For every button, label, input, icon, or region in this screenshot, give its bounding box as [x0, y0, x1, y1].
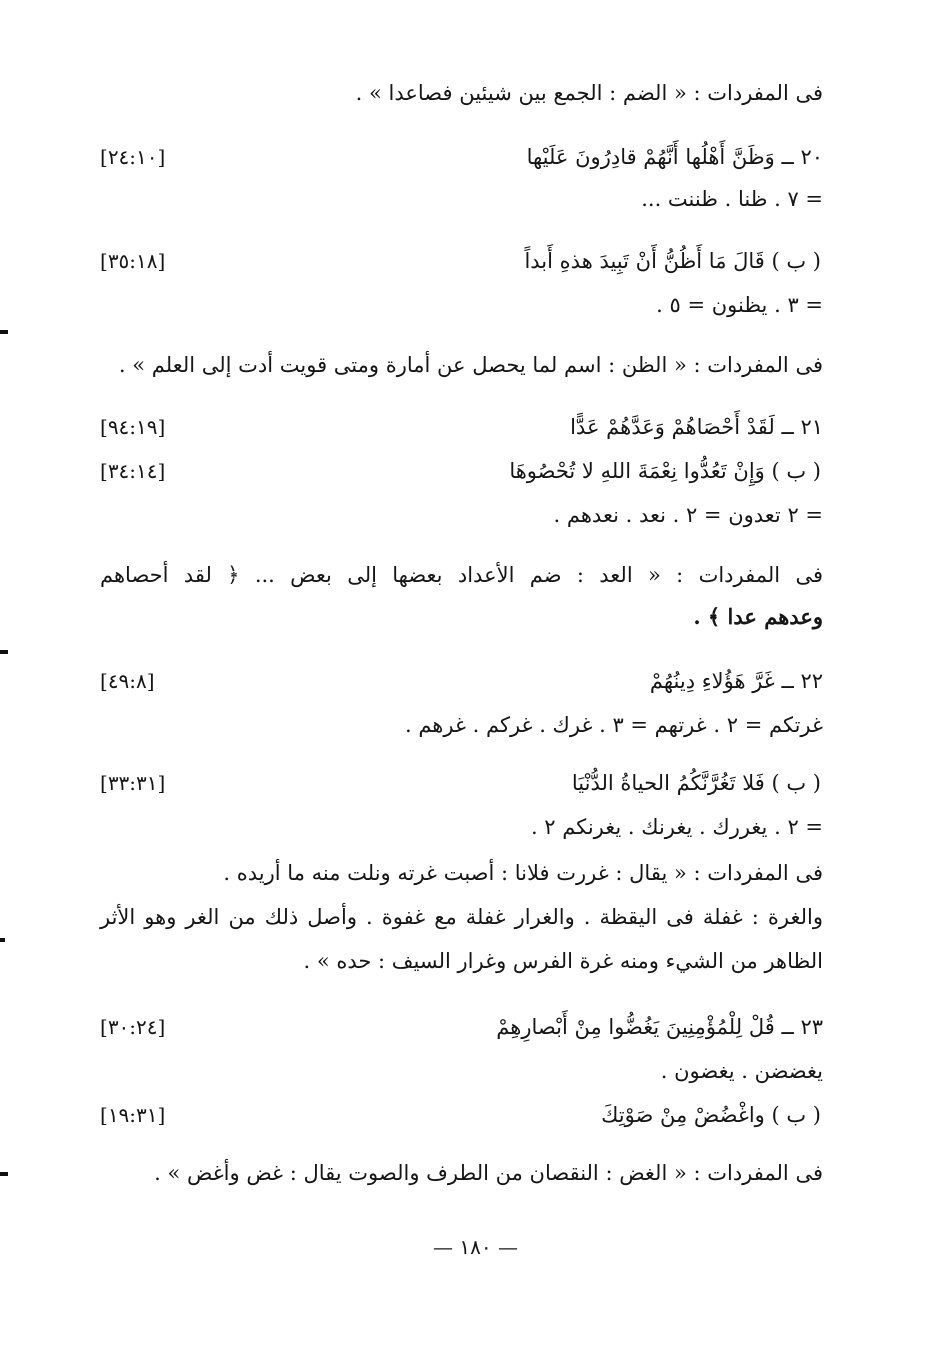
entry-20-occurrences: = ٧ . ظنا . ظننت ... [641, 187, 823, 211]
mufradat-zann-note: فى المفردات : « الظن : اسم لما يحصل عن أمارة ومتى قويت أدت إلى العلم » . [118, 353, 823, 377]
scan-edge-mark [0, 938, 5, 942]
entry-20-b-verse: ( ب ) قَالَ مَا أَظُنُّ أَنْ تَبِيدَ هذهِ أَبداً [524, 249, 821, 273]
entry-20-b-occurrences: = ٣ . يظنون = ٥ . [656, 293, 823, 317]
scan-edge-mark [0, 650, 8, 654]
scan-edge-mark [0, 1172, 8, 1176]
entry-23-b-verse: ( ب ) واغْضُضْ مِنْ صَوْتِكَ [601, 1103, 821, 1127]
mufradat-add-note-line-2: وعدهم عدا ﴾ . [693, 604, 823, 629]
entry-20-verse-reference: [٢٤:١٠] [100, 145, 166, 169]
mufradat-damm-note: فى المفردات : « الضم : الجمع بين شيئين فصاعدا » . [355, 81, 823, 105]
entry-20-b-verse-reference: [٣٥:١٨] [100, 249, 166, 273]
mufradat-gharr-note-line-1: فى المفردات : « يقال : غررت فلانا : أصبت غرته ونلت منه ما أريده . [223, 861, 823, 885]
mufradat-gharr-note-line-3: الظاهر من الشيء ومنه غرة الفرس وغرار السيف : حده » . [303, 949, 823, 973]
entry-21-occurrences: = ٢ تعدون = ٢ . نعد . نعدهم . [553, 503, 823, 527]
mufradat-add-note-line-1: فى المفردات : « العد : ضم الأعداد بعضها إلى بعض ... ﴿ لقد أحصاهم [100, 563, 823, 587]
entry-23-verse-reference: [٣٠:٢٤] [100, 1015, 166, 1039]
entry-22-verse: ٢٢ ــ غَرَّ هَؤُلاءِ دِينُهُمْ [649, 669, 823, 693]
entry-22-verse-reference: [٤٩:٨] [100, 669, 155, 693]
page-number: — ١٨٠ — [433, 1235, 518, 1259]
entry-21-verse: ٢١ ــ لَقَدْ أَحْصَاهُمْ وَعَدَّهُمْ عَدًّا [570, 415, 823, 439]
entry-23-verse: ٢٣ ــ قُلْ لِلْمُؤْمِنِينَ يَغُضُّوا مِنْ أَبْصارِهِمْ [496, 1015, 823, 1039]
entry-21-b-verse-reference: [٣٤:١٤] [100, 459, 166, 483]
entry-23-occurrences: يغضضن . يغضون . [660, 1059, 823, 1083]
mufradat-gharr-note-line-2: والغرة : غفلة فى اليقظة . والغرار غفلة مع غفوة . وأصل ذلك من الغر وهو الأثر [100, 905, 823, 929]
entry-22-occurrences: غرتكم = ٢ . غرتهم = ٣ . غرك . غركم . غرهم . [404, 713, 823, 737]
entry-22-b-verse: ( ب ) فَلا تَغُرَّنَّكُمُ الحياةُ الدُّنْيَا [571, 771, 821, 795]
entry-22-b-verse-reference: [٣٣:٣١] [100, 771, 166, 795]
entry-21-b-verse: ( ب ) وَإِنْ تَعُدُّوا نِعْمَةَ اللهِ لا تُحْصُوهَا [509, 459, 821, 483]
entry-22-b-occurrences: = ٢ . يغررك . يغرنك . يغرنكم ٢ . [530, 815, 823, 839]
entry-23-b-verse-reference: [١٩:٣١] [100, 1103, 166, 1127]
mufradat-ghadd-note: فى المفردات : « الغض : النقصان من الطرف والصوت يقال : غض وأغض » . [154, 1161, 823, 1185]
entry-20-verse: ٢٠ ــ وَظَنَّ أَهْلُها أَنَّهُمْ قادِرُونَ عَلَيْها [526, 145, 823, 169]
scan-edge-mark [0, 330, 8, 334]
entry-21-verse-reference: [٩٤:١٩] [100, 415, 166, 439]
